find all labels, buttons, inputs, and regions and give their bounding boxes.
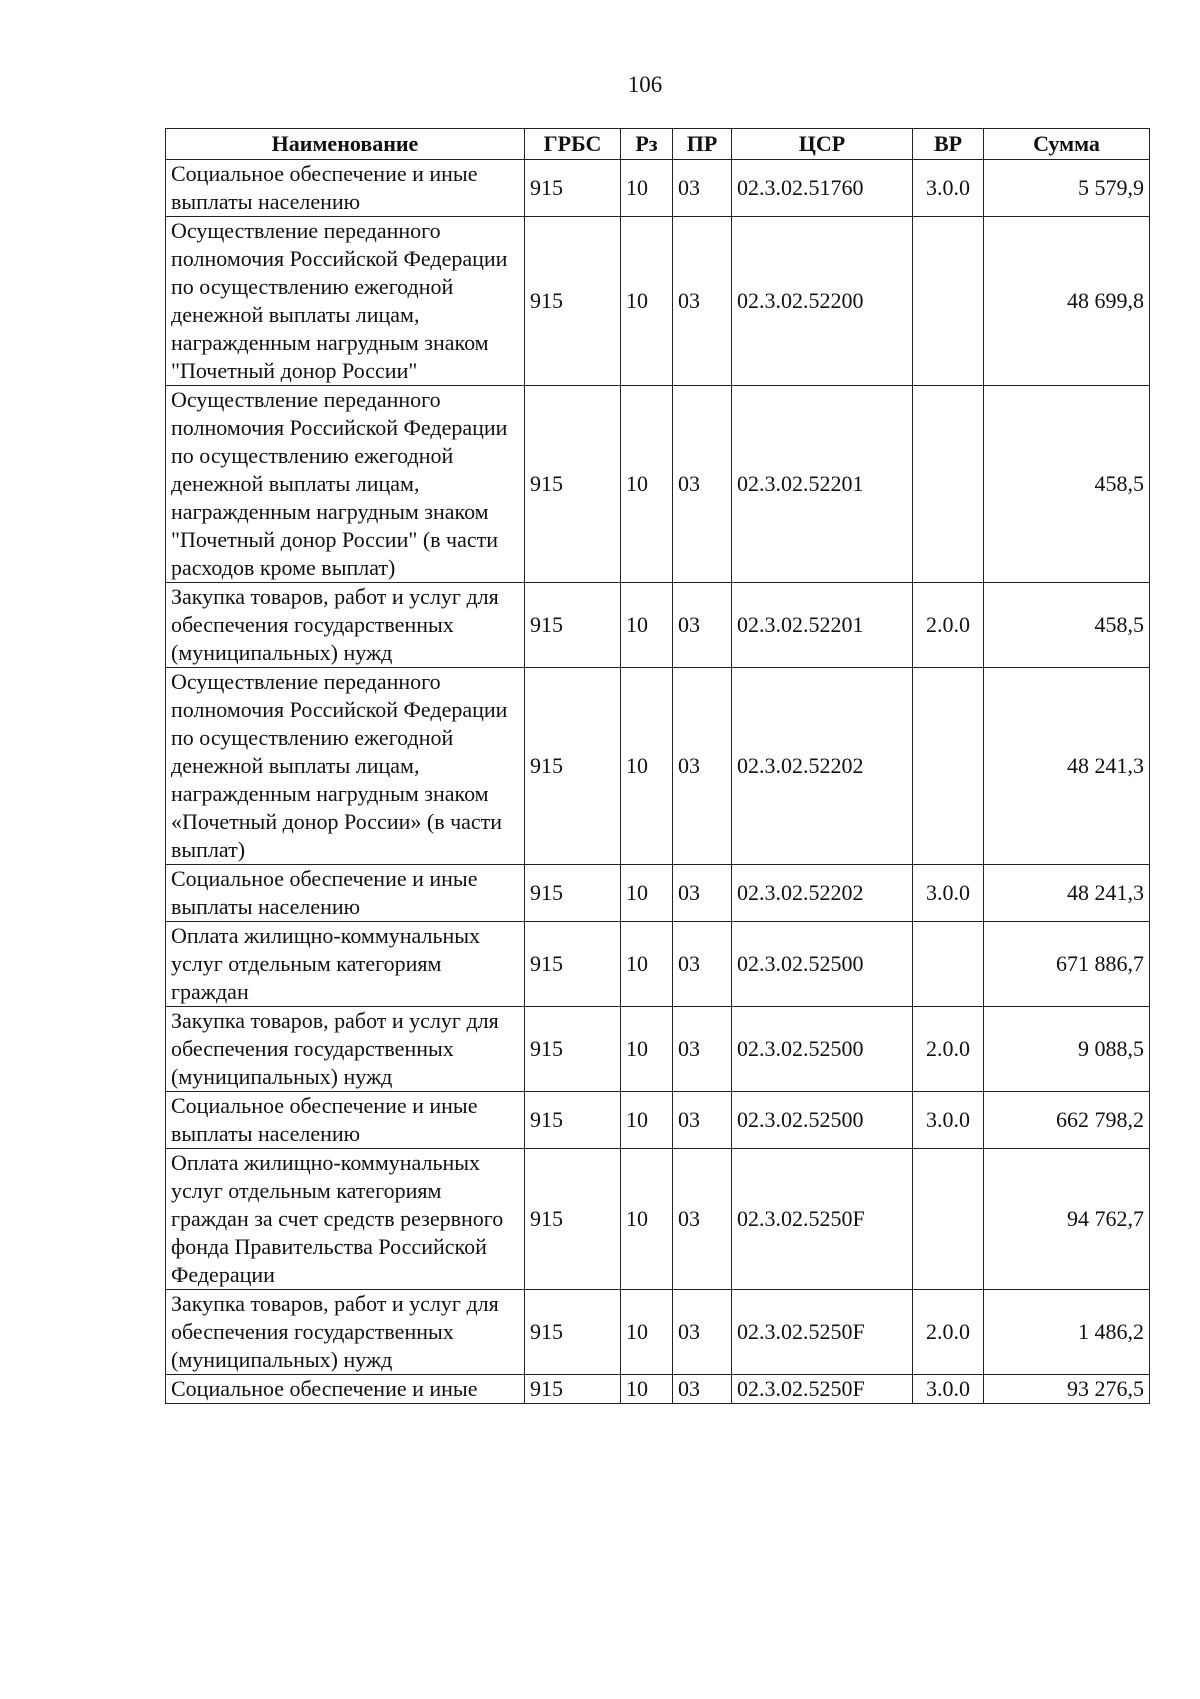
- cell-vr: 2.0.0: [913, 583, 984, 668]
- cell-rz: 10: [621, 1149, 673, 1290]
- cell-sum: 48 241,3: [984, 668, 1150, 865]
- table-row: [166, 1092, 1150, 1149]
- cell-rz: 10: [621, 1092, 673, 1149]
- cell-grbs: 915: [525, 865, 621, 922]
- cell-grbs: 915: [525, 217, 621, 386]
- cell-pr: 03: [673, 160, 732, 217]
- cell-name: Социальное обеспечение и иные: [166, 1375, 525, 1404]
- cell-csr: 02.3.02.52202: [732, 668, 913, 865]
- cell-rz: 10: [621, 865, 673, 922]
- cell-rz: 10: [621, 583, 673, 668]
- cell-rz: 10: [621, 217, 673, 386]
- header-vr: ВР: [913, 129, 984, 160]
- cell-name: Осуществление переданного полномочия Российской Федерации по осуществлению ежегодной денежной выплаты лицам, награжденным нагрудным знаком "Почетный донор России" (в части расходов кроме выплат): [166, 386, 525, 583]
- cell-csr: 02.3.02.52202: [732, 865, 913, 922]
- table-row: [166, 160, 1150, 217]
- table-row: [166, 1375, 1150, 1404]
- cell-grbs: 915: [525, 1092, 621, 1149]
- cell-name: Закупка товаров, работ и услуг для обеспечения государственных (муниципальных) нужд: [166, 1290, 525, 1375]
- cell-name: Социальное обеспечение и иные выплаты населению: [166, 865, 525, 922]
- cell-vr: [913, 217, 984, 386]
- cell-name: Закупка товаров, работ и услуг для обеспечения государственных (муниципальных) нужд: [166, 583, 525, 668]
- cell-vr: 3.0.0: [913, 1092, 984, 1149]
- cell-name: Оплата жилищно-коммунальных услуг отдельным категориям граждан за счет средств резервного фонда Правительства Российской Федерации: [166, 1149, 525, 1290]
- cell-vr: 2.0.0: [913, 1290, 984, 1375]
- cell-sum: 458,5: [984, 583, 1150, 668]
- cell-csr: 02.3.02.5250F: [732, 1149, 913, 1290]
- cell-grbs: 915: [525, 1290, 621, 1375]
- cell-vr: 3.0.0: [913, 865, 984, 922]
- cell-vr: 3.0.0: [913, 1375, 984, 1404]
- cell-csr: 02.3.02.52200: [732, 217, 913, 386]
- cell-name: Оплата жилищно-коммунальных услуг отдельным категориям граждан: [166, 922, 525, 1007]
- cell-rz: 10: [621, 160, 673, 217]
- header-grbs: ГРБС: [525, 129, 621, 160]
- cell-csr: 02.3.02.5250F: [732, 1375, 913, 1404]
- cell-sum: 48 699,8: [984, 217, 1150, 386]
- table-row: [166, 1290, 1150, 1375]
- cell-sum: 9 088,5: [984, 1007, 1150, 1092]
- cell-sum: 93 276,5: [984, 1375, 1150, 1404]
- cell-sum: 48 241,3: [984, 865, 1150, 922]
- cell-csr: 02.3.02.52201: [732, 386, 913, 583]
- table-header-row: [166, 129, 1150, 160]
- cell-sum: 458,5: [984, 386, 1150, 583]
- cell-vr: 3.0.0: [913, 160, 984, 217]
- cell-name: Закупка товаров, работ и услуг для обеспечения государственных (муниципальных) нужд: [166, 1007, 525, 1092]
- cell-csr: 02.3.02.52201: [732, 583, 913, 668]
- cell-sum: 1 486,2: [984, 1290, 1150, 1375]
- cell-name: Социальное обеспечение и иные выплаты населению: [166, 160, 525, 217]
- header-name: Наименование: [166, 129, 525, 160]
- header-csr: ЦСР: [732, 129, 913, 160]
- cell-rz: 10: [621, 386, 673, 583]
- table-row: [166, 922, 1150, 1007]
- cell-name: Социальное обеспечение и иные выплаты населению: [166, 1092, 525, 1149]
- page-number: 106: [627, 72, 663, 97]
- table-row: [166, 1149, 1150, 1290]
- table-row: [166, 865, 1150, 922]
- cell-sum: 94 762,7: [984, 1149, 1150, 1290]
- table-row: [166, 386, 1150, 583]
- cell-name: Осуществление переданного полномочия Российской Федерации по осуществлению ежегодной денежной выплаты лицам, награжденным нагрудным знаком "Почетный донор России": [166, 217, 525, 386]
- cell-grbs: 915: [525, 583, 621, 668]
- cell-vr: [913, 668, 984, 865]
- cell-pr: 03: [673, 922, 732, 1007]
- cell-rz: 10: [621, 1007, 673, 1092]
- cell-grbs: 915: [525, 386, 621, 583]
- cell-name: Осуществление переданного полномочия Российской Федерации по осуществлению ежегодной денежной выплаты лицам, награжденным нагрудным знаком «Почетный донор России» (в части выплат): [166, 668, 525, 865]
- cell-vr: 2.0.0: [913, 1007, 984, 1092]
- cell-csr: 02.3.02.51760: [732, 160, 913, 217]
- cell-rz: 10: [621, 922, 673, 1007]
- cell-csr: 02.3.02.52500: [732, 1007, 913, 1092]
- budget-table: [165, 128, 1150, 1404]
- table-row: [166, 668, 1150, 865]
- cell-pr: 03: [673, 1007, 732, 1092]
- cell-csr: 02.3.02.52500: [732, 1092, 913, 1149]
- table-row: [166, 1007, 1150, 1092]
- cell-pr: 03: [673, 1375, 732, 1404]
- cell-sum: 662 798,2: [984, 1092, 1150, 1149]
- header-sum: Сумма: [984, 129, 1150, 160]
- cell-csr: 02.3.02.52500: [732, 922, 913, 1007]
- cell-vr: [913, 1149, 984, 1290]
- cell-vr: [913, 386, 984, 583]
- table-row: [166, 217, 1150, 386]
- cell-pr: 03: [673, 583, 732, 668]
- cell-pr: 03: [673, 1092, 732, 1149]
- cell-pr: 03: [673, 865, 732, 922]
- cell-pr: 03: [673, 217, 732, 386]
- cell-grbs: 915: [525, 1149, 621, 1290]
- table-row: [166, 583, 1150, 668]
- header-pr: ПР: [673, 129, 732, 160]
- cell-sum: 671 886,7: [984, 922, 1150, 1007]
- cell-grbs: 915: [525, 1007, 621, 1092]
- cell-sum: 5 579,9: [984, 160, 1150, 217]
- cell-grbs: 915: [525, 1375, 621, 1404]
- cell-pr: 03: [673, 1149, 732, 1290]
- cell-grbs: 915: [525, 160, 621, 217]
- cell-pr: 03: [673, 1290, 732, 1375]
- cell-csr: 02.3.02.5250F: [732, 1290, 913, 1375]
- cell-pr: 03: [673, 386, 732, 583]
- header-rz: Рз: [621, 129, 673, 160]
- cell-rz: 10: [621, 1290, 673, 1375]
- cell-vr: [913, 922, 984, 1007]
- cell-grbs: 915: [525, 922, 621, 1007]
- cell-grbs: 915: [525, 668, 621, 865]
- cell-rz: 10: [621, 668, 673, 865]
- cell-rz: 10: [621, 1375, 673, 1404]
- cell-pr: 03: [673, 668, 732, 865]
